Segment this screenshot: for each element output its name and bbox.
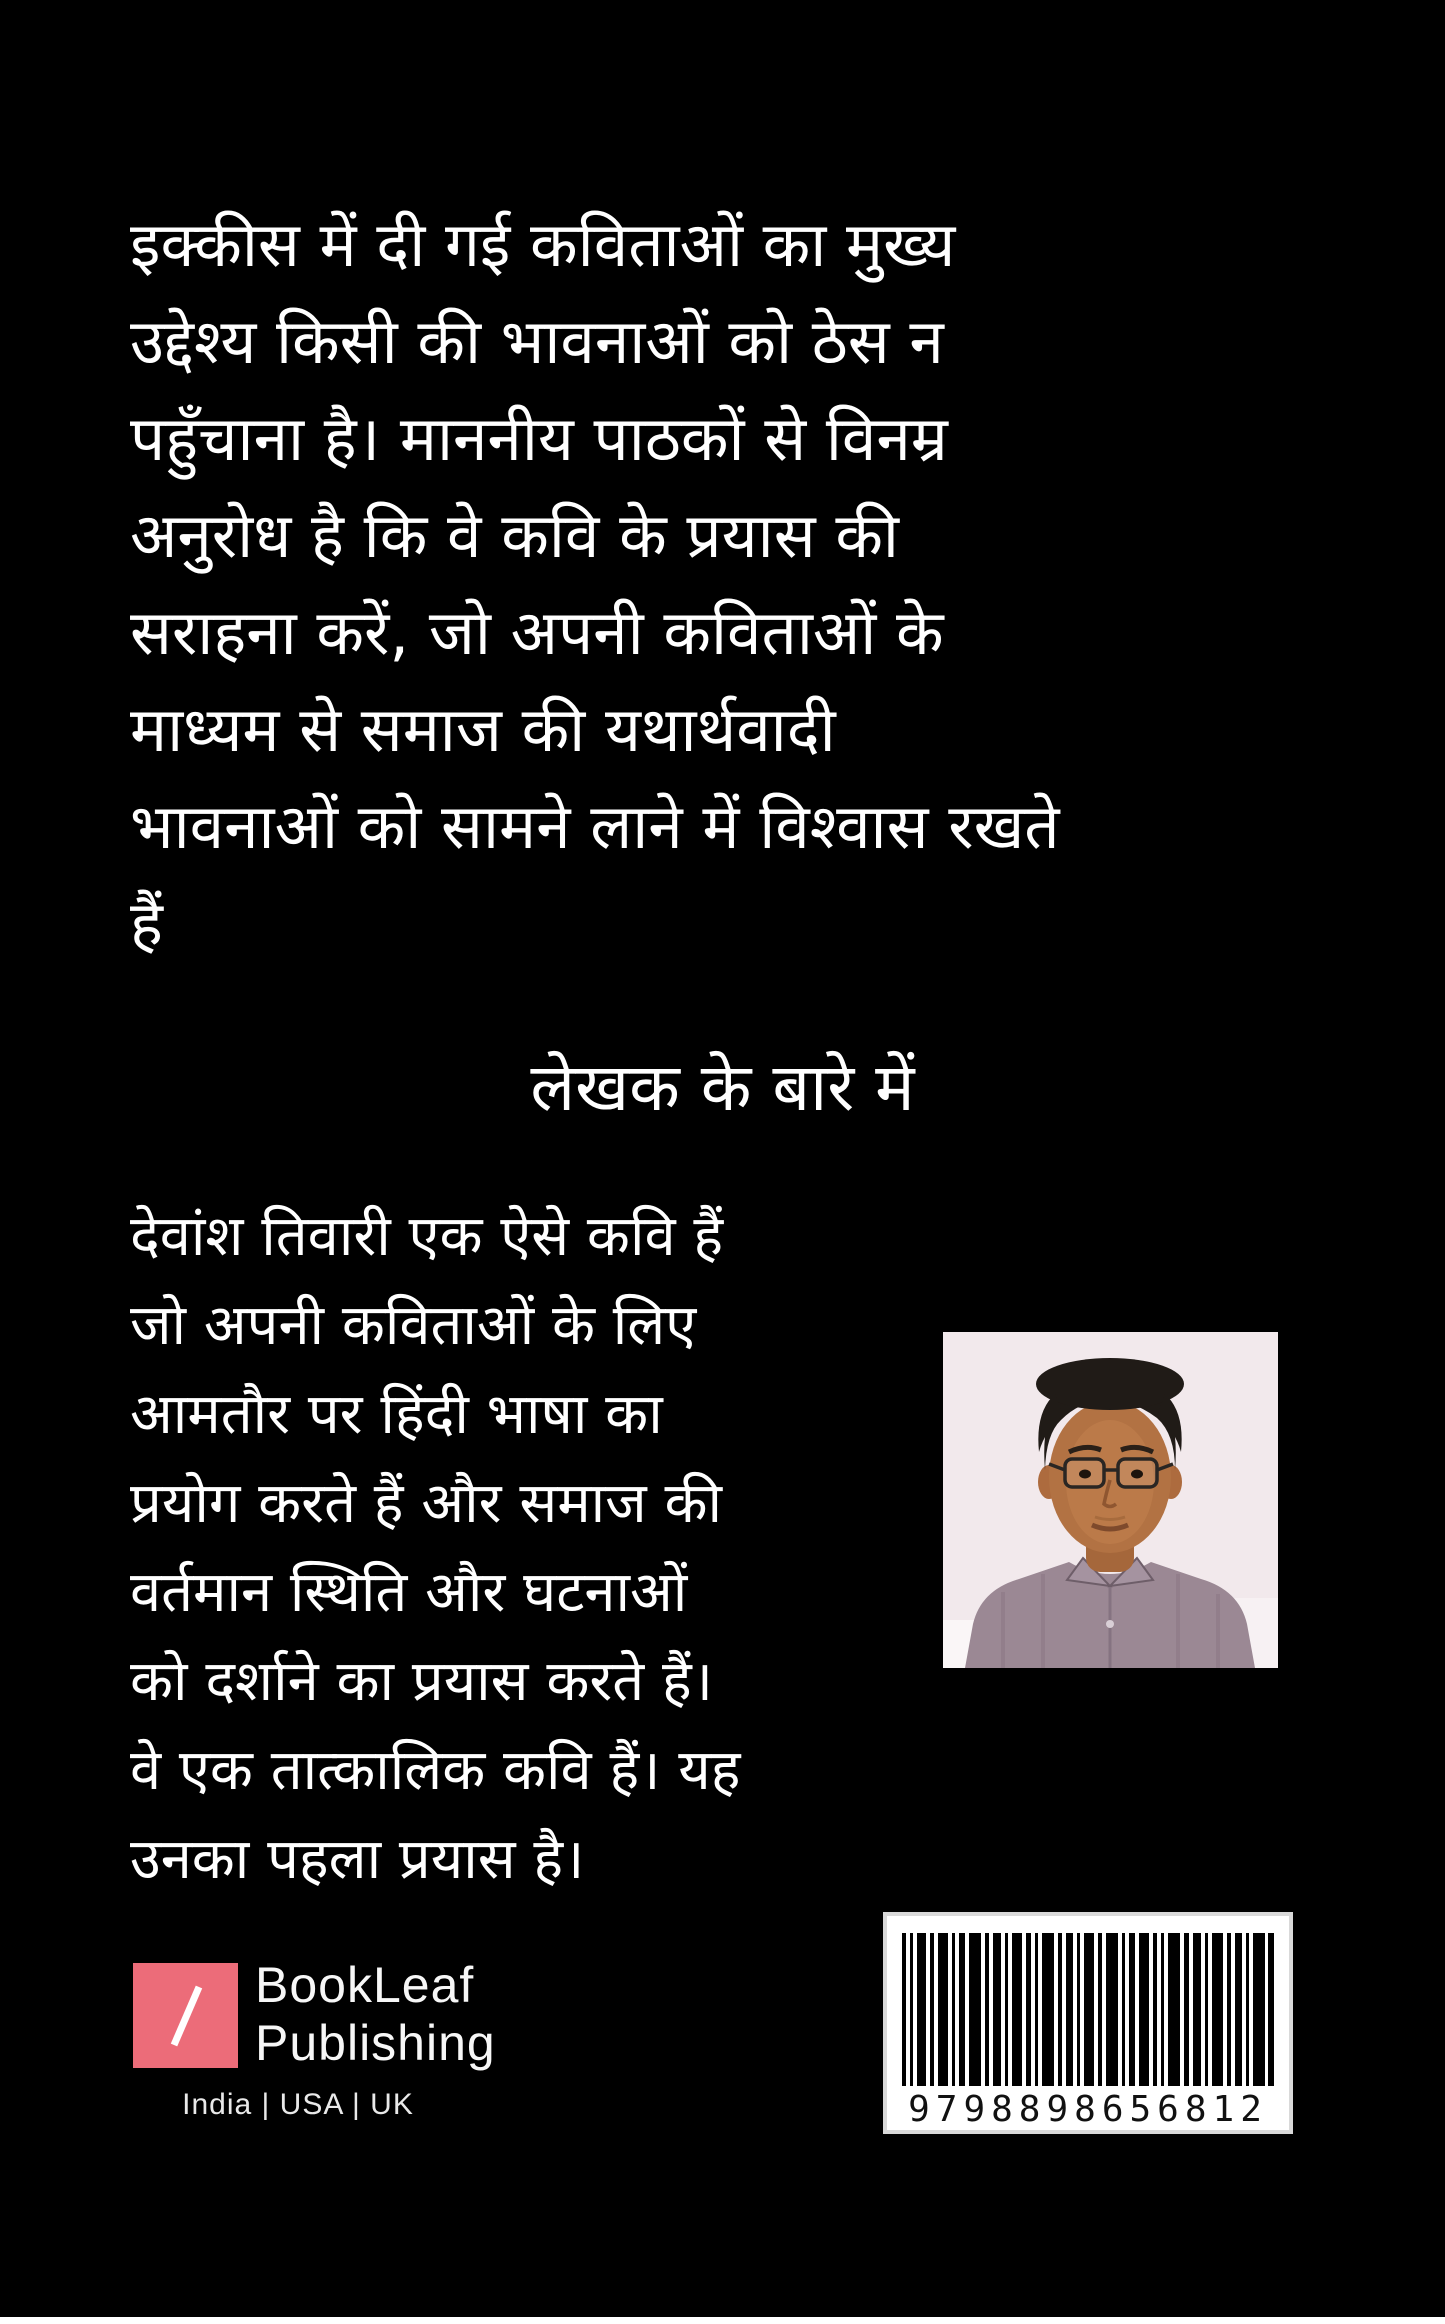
bottom-edge-strip [0, 2317, 1445, 2324]
barcode-bars [902, 1933, 1274, 2086]
barcode [883, 1912, 1293, 2134]
publisher-name [255, 1956, 496, 2072]
author-portrait-illustration [943, 1332, 1278, 1668]
description-line: इक्कीस में दी गई कविताओं का मुख्य [130, 208, 956, 281]
publisher-regions: India | USA | UK [182, 2088, 414, 2121]
description-line: माध्यम से समाज की यथार्थवादी [130, 693, 836, 766]
barcode-number: 9798898656812 [908, 2089, 1268, 2130]
description-line: भावनाओं को सामने लाने में विश्वास रखते [130, 790, 1060, 863]
bio-line: वर्तमान स्थिति और घटनाओं [130, 1560, 688, 1625]
publisher-logo-block [133, 1956, 603, 2156]
publisher-name-line1: BookLeaf [255, 1957, 475, 2013]
bio-line: प्रयोग करते हैं और समाज की [130, 1471, 723, 1536]
description-line: सराहना करें, जो अपनी कविताओं के [130, 596, 944, 669]
publisher-name-line2: Publishing [255, 2015, 496, 2071]
book-description [130, 196, 1310, 972]
description-line: हैं [130, 887, 163, 960]
bio-line: देवांश तिवारी एक ऐसे कवि हैं [130, 1204, 724, 1269]
description-line: अनुरोध है कि वे कवि के प्रयास की [130, 499, 899, 572]
description-line: उद्देश्य किसी की भावनाओं को ठेस न [130, 305, 944, 378]
about-author-heading: लेखक के बारे में [530, 1049, 915, 1126]
bio-line: आमतौर पर हिंदी भाषा का [130, 1382, 663, 1447]
author-photo [943, 1332, 1278, 1668]
bio-line: जो अपनी कविताओं के लिए [130, 1293, 697, 1358]
publisher-logo-icon [133, 1963, 238, 2068]
bio-line: उनका पहला प्रयास है। [130, 1827, 585, 1892]
author-bio [130, 1192, 830, 1904]
bio-line: वे एक तात्कालिक कवि हैं। यह [130, 1738, 741, 1803]
bio-line: को दर्शाने का प्रयास करते हैं। [130, 1649, 713, 1714]
slash-icon [133, 1963, 238, 2068]
description-line: पहुँचाना है। माननीय पाठकों से विनम्र [130, 402, 948, 475]
